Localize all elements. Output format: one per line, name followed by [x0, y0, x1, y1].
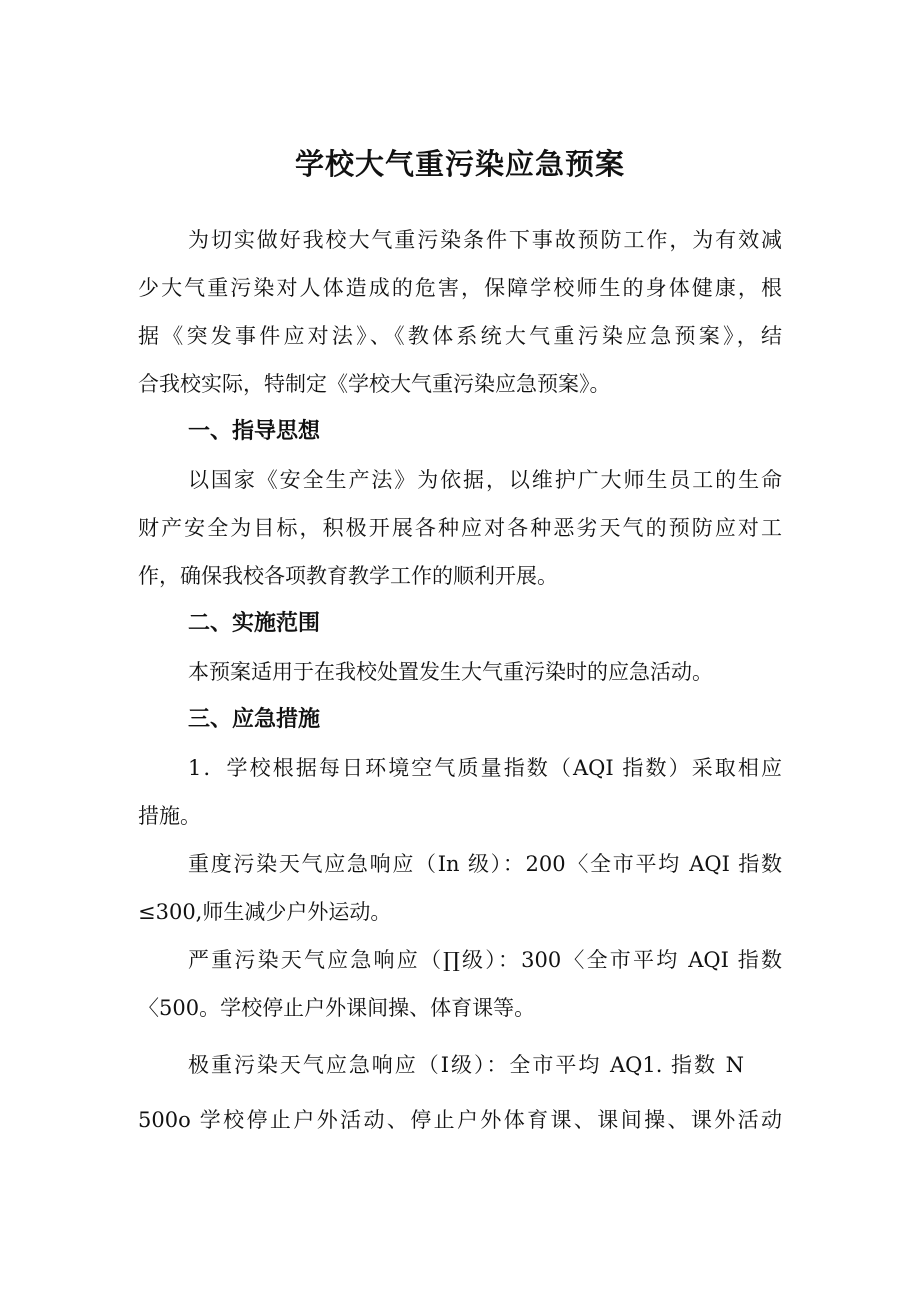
intro-line-1: 为切实做好我校大气重污染条件下事故预防工作，为有效减 — [188, 228, 782, 252]
section2-line-1: 本预案适用于在我校处置发生大气重污染时的应急活动。 — [188, 660, 713, 684]
level-1-line-1: 极重污染天气应急响应（Ⅰ级）：全市平均 AQ1. 指数 N — [188, 1053, 744, 1077]
level-2-line-1: 严重污染天气应急响应（∏级）：300〈全市平均 AQI 指数 — [188, 948, 782, 972]
level-3-line-2: ≤300,师生减少户外运动。 — [138, 900, 392, 924]
section1-line-2: 财产安全为目标，积极开展各种应对各种恶劣天气的预防应对工 — [138, 516, 782, 540]
level-1-line-2: 500o 学校停止户外活动、停止户外体育课、课间操、课外活动 — [138, 1108, 782, 1132]
section-heading-emergency-measures: 三、应急措施 — [188, 707, 321, 732]
section1-line-1: 以国家《安全生产法》为依据，以维护广大师生员工的生命 — [188, 468, 782, 492]
intro-line-2: 少大气重污染对人体造成的危害，保障学校师生的身体健康，根 — [138, 276, 782, 300]
measure-1-line-1: 1．学校根据每日环境空气质量指数（AQI 指数）采取相应 — [188, 756, 782, 780]
document-title: 学校大气重污染应急预案 — [294, 147, 625, 181]
intro-line-4: 合我校实际，特制定《学校大气重污染应急预案》。 — [138, 372, 611, 396]
level-2-line-2: 〈500。学校停止户外课间操、体育课等。 — [138, 996, 536, 1020]
intro-line-3: 据《突发事件应对法》、《教体系统大气重污染应急预案》，结 — [138, 324, 782, 348]
section1-line-3: 作，确保我校各项教育教学工作的顺利开展。 — [138, 564, 558, 588]
section-heading-guiding-thought: 一、指导思想 — [188, 419, 321, 444]
section-heading-scope: 二、实施范围 — [188, 611, 321, 636]
level-3-line-1: 重度污染天气应急响应（In 级）：200〈全市平均 AQI 指数 — [188, 852, 782, 876]
measure-1-line-2: 措施。 — [138, 804, 201, 828]
